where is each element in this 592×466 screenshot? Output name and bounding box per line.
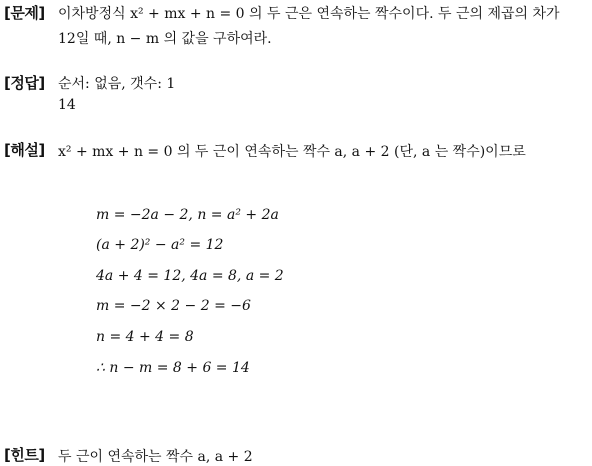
problem-line-1: 이차방정식 x² + mx + n = 0 의 두 근은 연속하는 짝수이다. 두 근의 제곱의 차가 (58, 6, 560, 22)
problem-line-2: 12일 때, n − m 의 값을 구하여라. (58, 31, 272, 47)
solution-step-1: m = −2a − 2, n = a² + 2a (96, 207, 279, 223)
answer-value: 14 (58, 97, 76, 113)
hint-line-1: 두 근이 연속하는 짝수 a, a + 2 (58, 449, 253, 465)
answer-tag: [정답] (4, 74, 45, 92)
solution-step-4: m = −2 × 2 − 2 = −6 (96, 298, 251, 314)
solution-step-6: ∴ n − m = 8 + 6 = 14 (96, 360, 250, 376)
answer-order-count: 순서: 없음, 갯수: 1 (58, 76, 176, 92)
solution-intro: x² + mx + n = 0 의 두 근이 연속하는 짝수 a, a + 2 (단, a 는 짝수)이므로 (58, 144, 526, 160)
solution-step-3: 4a + 4 = 12, 4a = 8, a = 2 (96, 268, 284, 284)
problem-tag: [문제] (4, 4, 45, 22)
solution-step-2: (a + 2)² − a² = 12 (96, 237, 224, 253)
hint-tag: [힌트] (4, 446, 45, 464)
solution-tag: [해설] (4, 141, 45, 159)
solution-step-5: n = 4 + 4 = 8 (96, 329, 194, 345)
